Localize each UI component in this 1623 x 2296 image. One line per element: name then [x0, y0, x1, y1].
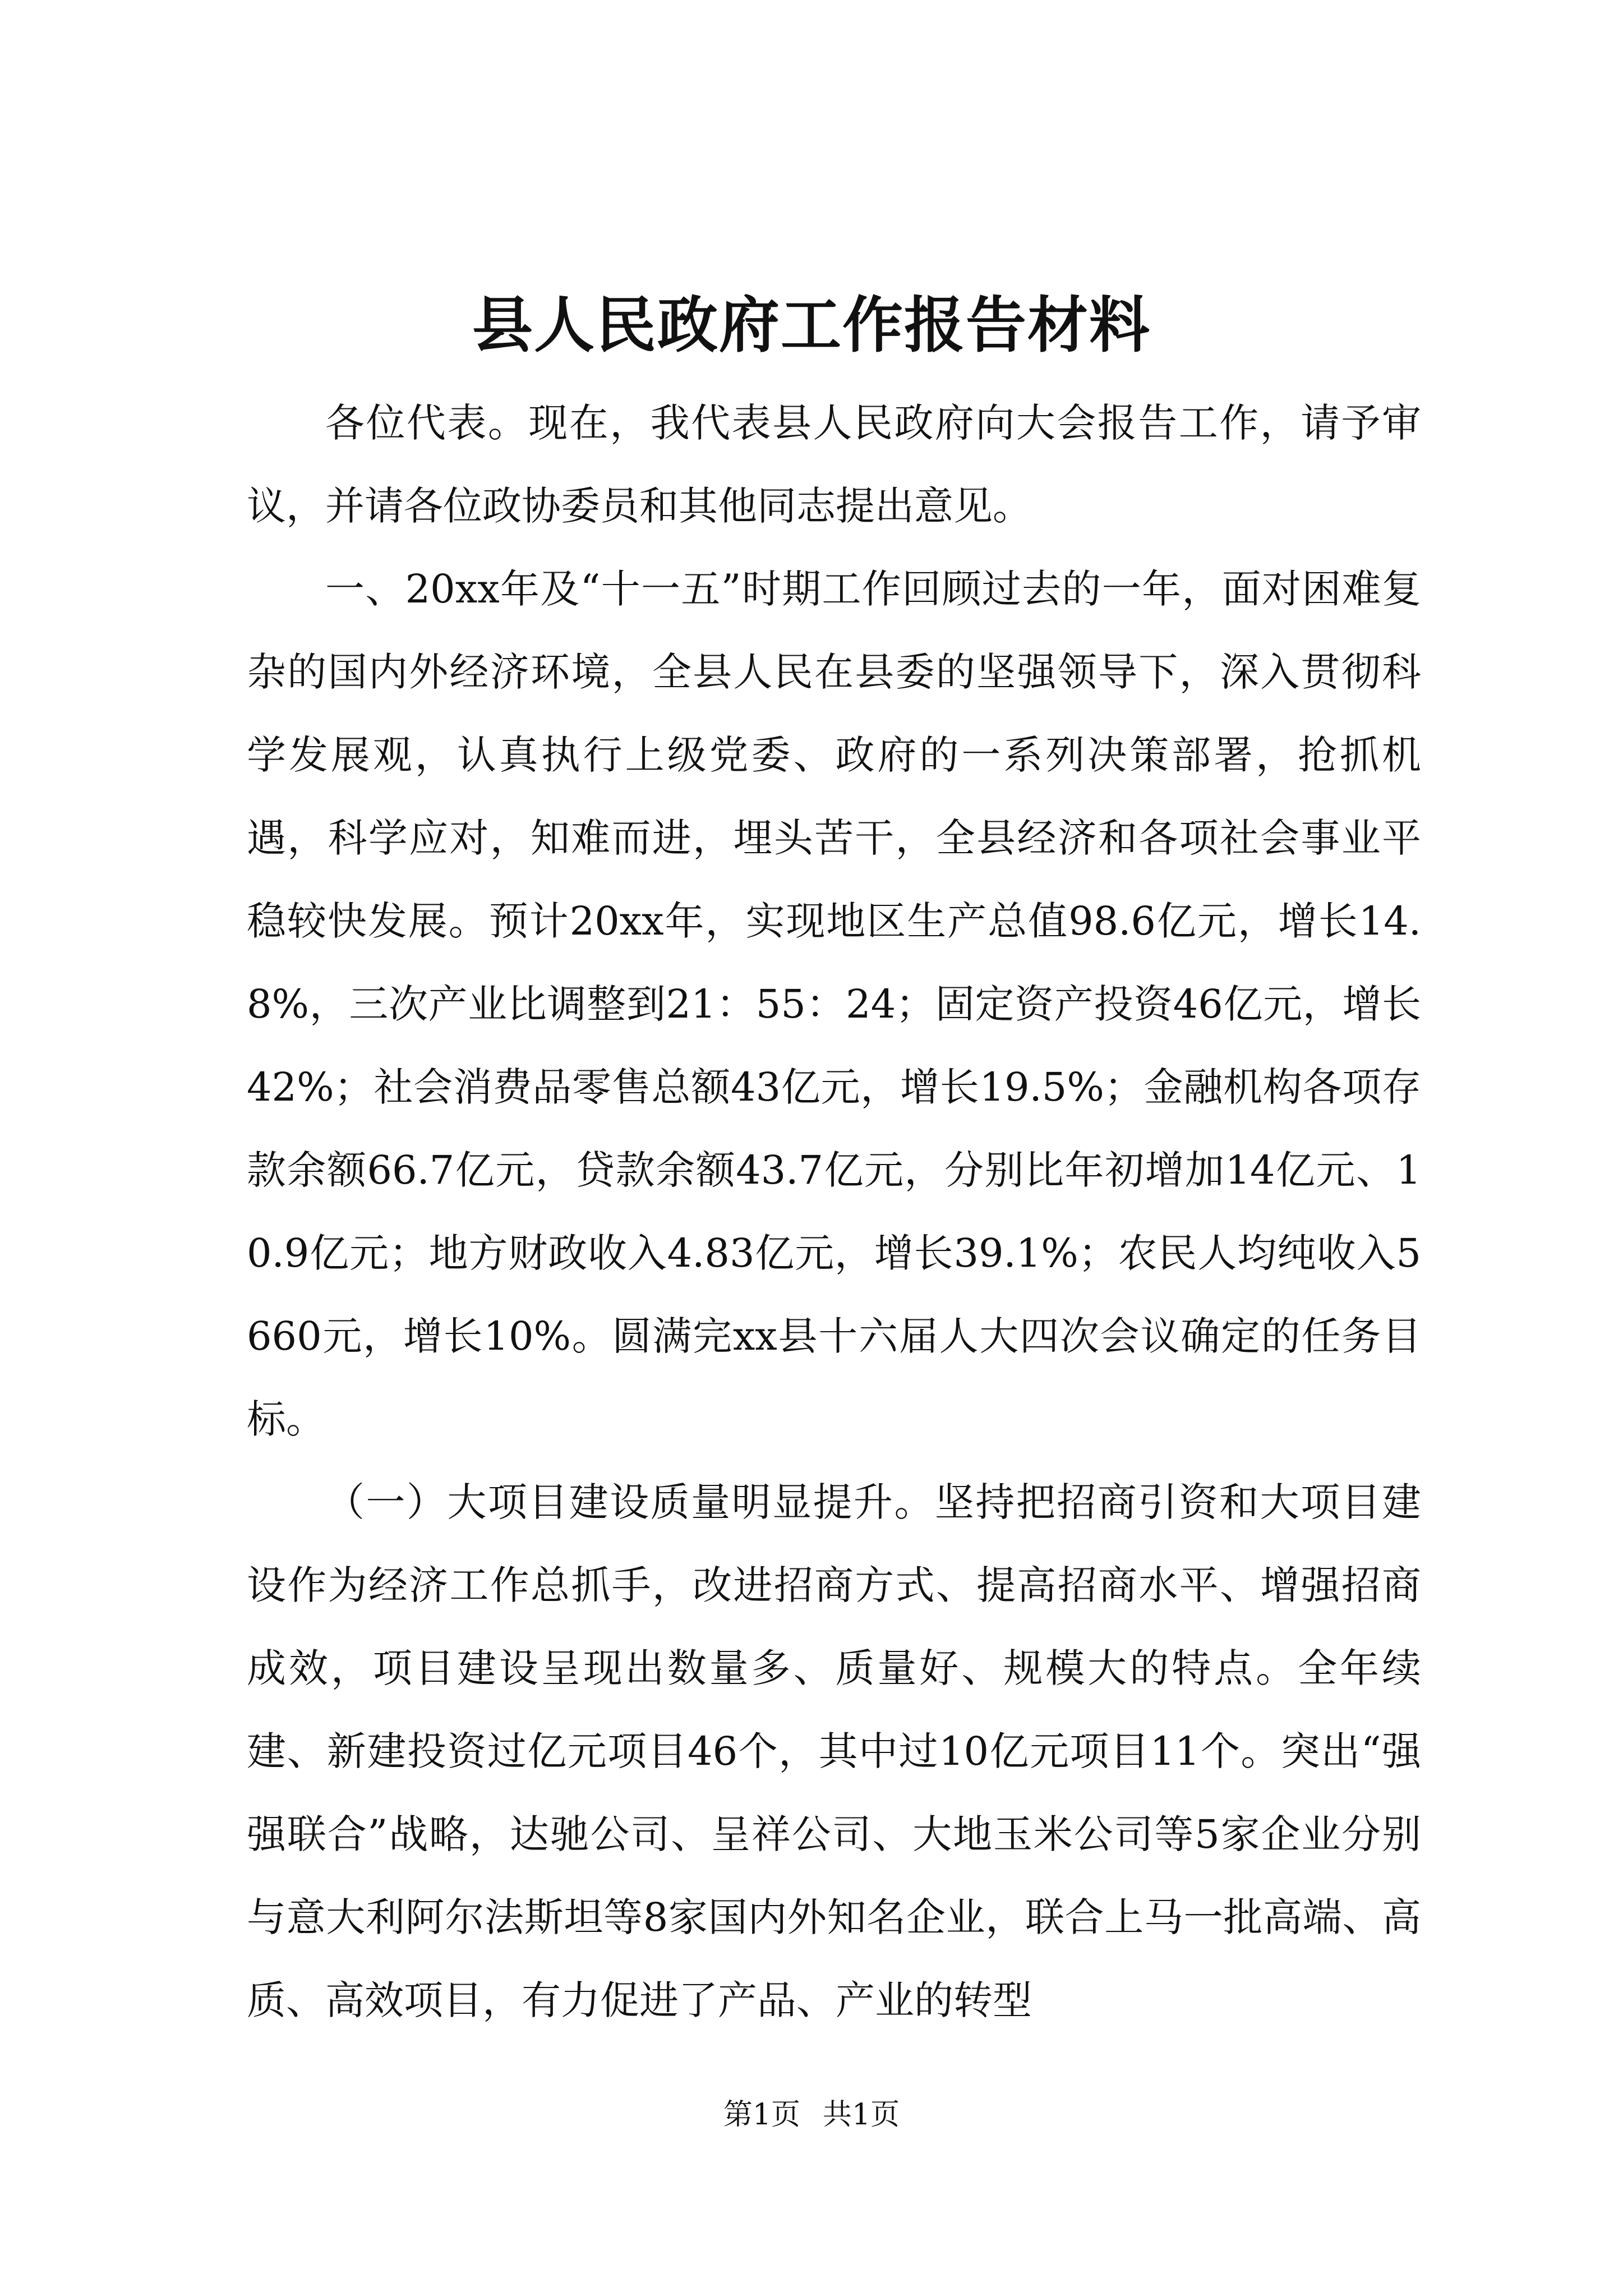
page-number: 第1页 — [723, 2098, 800, 2132]
paragraph-intro: 各位代表。现在，我代表县人民政府向大会报告工作，请予审议，并请各位政协委员和其他同志提出意见。 — [247, 400, 1421, 529]
page-total: 共1页 — [823, 2098, 900, 2132]
document-title: 县人民政府工作报告材料 — [472, 290, 1151, 361]
paragraph-major-projects: （一）大项目建设质量明显提升。坚持把招商引资和大项目建设作为经济工作总抓手，改进招商方式、提高招商水平、增强招商成效，项目建设呈现出数量多、质量好、规模大的特点。全年续建、新建投资过亿元项目46个，其中过10亿元项目11个。突出“强强联合”战略，达驰公司、呈祥公司、大地玉米公司等5家企业分别与意大利阿尔法斯坦等8家国内外知名企业，联合上马一批高端、高质、高效项目，有力促进了产品、产业的转型 — [247, 1479, 1421, 2023]
paragraph-review: 一、20xx年及“十一五”时期工作回顾过去的一年，面对困难复杂的国内外经济环境，全县人民在县委的坚强领导下，深入贯彻科学发展观，认真执行上级党委、政府的一系列决策部署，抢抓机遇，科学应对，知难而进，埋头苦干，全县经济和各项社会事业平稳较快发展。预计20xx年，实现地区生产总值98.6亿元，增长14.8%，三次产业比调整到21：55：24；固定资产投资46亿元，增长42%；社会消费品零售总额43亿元，增长19.5%；金融机构各项存款余额66.7亿元，贷款余额43.7亿元，分别比年初增加14亿元、10.9亿元；地方财政收入4.83亿元，增长39.1%；农民人均纯收入5660元，增长10%。圆满完xx县十六届人大四次会议确定的任务目标。 — [247, 566, 1421, 1442]
document-body — [247, 381, 1421, 2042]
page-footer — [0, 2095, 1623, 2134]
